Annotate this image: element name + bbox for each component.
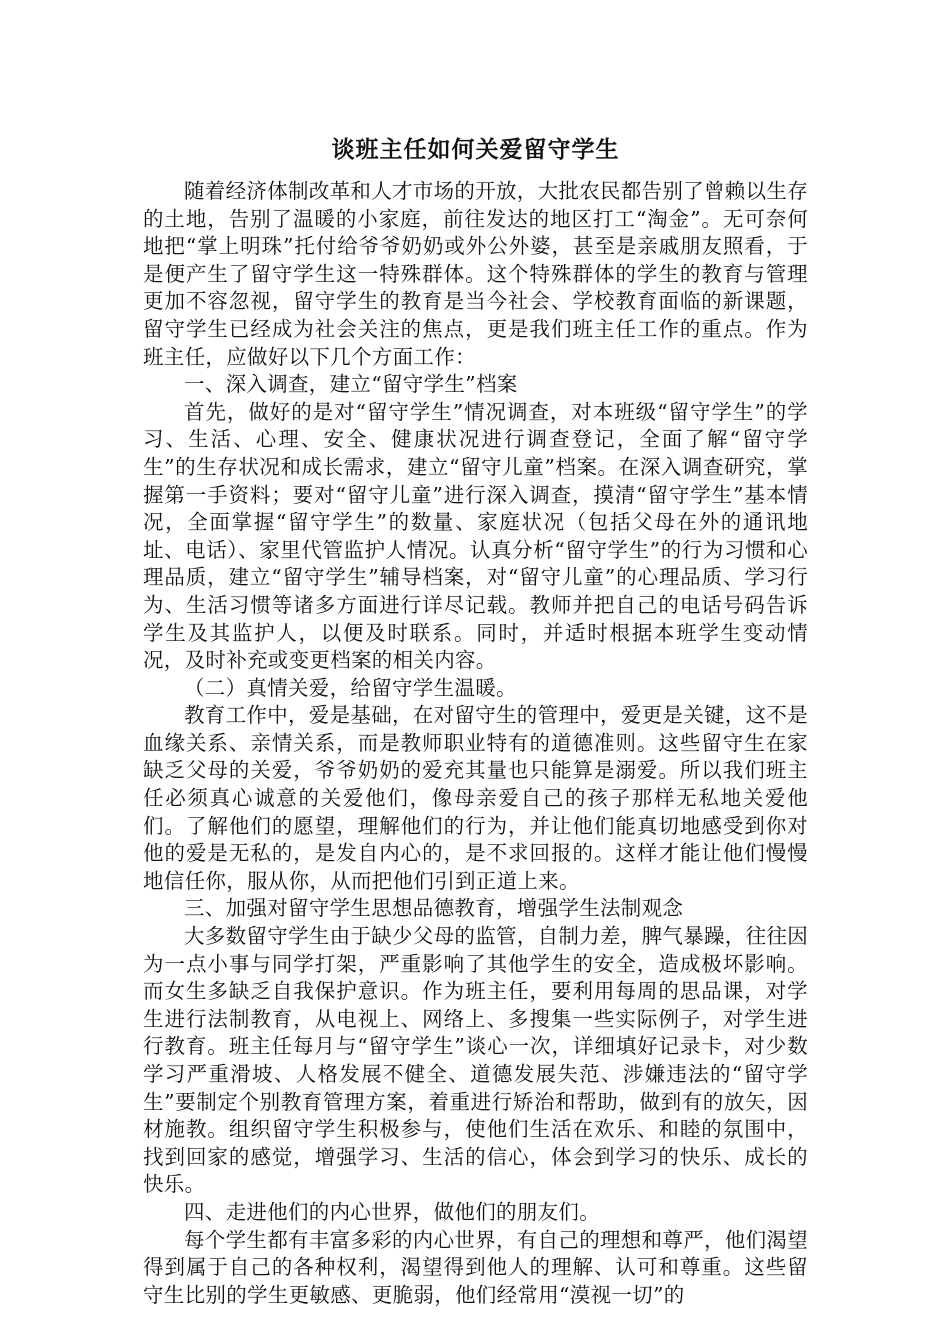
paragraph-section-1: 首先，做好的是对“留守学生”情况调查，对本班级“留守学生”的学习、生活、心理、安全、健康状况进行调查登记，全面了解“留守学生”的生存状况和成长需求，建立“留守儿童”档案。在深入调查研究，掌握第一手资料；要对“留守儿童”进行深入调查，摸清“留守学生”基本情况，全面掌握“留守学生”的数量、家庭状况（包括父母在外的通讯地址、电话）、家里代管监护人情况。认真分析“留守学生”的行为习惯和心理品质，建立“留守学生”辅导档案，对“留守儿童”的心理品质、学习行为、生活习惯等诸多方面进行详尽记载。教师并把自己的电话号码告诉学生及其监护人，以便及时联系。同时，并适时根据本班学生变动情况，及时补充或变更档案的相关内容。 xyxy=(143,399,808,673)
section-heading-1: 一、深入调查，建立“留守学生”档案 xyxy=(184,372,518,397)
paragraph-intro: 随着经济体制改革和人才市场的开放，大批农民都告别了曾赖以生存的土地，告别了温暖的小家庭，前往发达的地区打工“淘金”。无可奈何地把“掌上明珠”托付给爷爷奶奶或外公外婆，甚至是亲戚朋友照看，于是便产生了留守学生这一特殊群体。这个特殊群体的学生的教育与管理更加不容忽视，留守学生的教育是当今社会、学校教育面临的新课题，留守学生已经成为社会关注的焦点，更是我们班主任工作的重点。作为班主任，应做好以下几个方面工作： xyxy=(143,179,808,369)
section-heading-3: 三、加强对留守学生思想品德教育，增强学生法制观念 xyxy=(184,896,684,921)
document-title: 谈班主任如何关爱留守学生 xyxy=(331,137,620,163)
document-page xyxy=(143,130,808,1309)
paragraph-section-3: 大多数留守学生由于缺少父母的监管，自制力差，脾气暴躁，往往因为一点小事与同学打架，严重影响了其他学生的安全，造成极坏影响。而女生多缺乏自我保护意识。作为班主任，要利用每周的思品课，对学生进行法制教育，从电视上、网络上、多搜集一些实际例子，对学生进行教育。班主任每月与“留守学生”谈心一次，详细填好记录卡，对少数学习严重滑坡、人格发展不健全、道德发展失范、涉嫌违法的“留守学生”要制定个别教育管理方案，着重进行矫治和帮助，做到有的放矢，因材施教。组织留守学生积极参与，使他们生活在欢乐、和睦的氛围中，找到回家的感觉，增强学习、生活的信心，体会到学习的快乐、成长的快乐。 xyxy=(143,924,808,1197)
section-heading-2: （二）真情关爱，给留守学生温暖。 xyxy=(184,675,517,700)
paragraph-section-4: 每个学生都有丰富多彩的内心世界，有自己的理想和尊严，他们渴望得到属于自己的各种权利，渴望得到他人的理解、认可和尊重。这些留守生比别的学生更敏感、更脆弱，他们经常用“漠视一切”的 xyxy=(143,1227,808,1307)
section-heading-4: 四、走进他们的内心世界，做他们的朋友们。 xyxy=(184,1199,600,1224)
paragraph-section-2: 教育工作中，爱是基础，在对留守生的管理中，爱更是关键，这不是血缘关系、亲情关系，而是教师职业特有的道德准则。这些留守生在家缺乏父母的关爱，爷爷奶奶的爱充其量也只能算是溺爱。所以我们班主任必须真心诚意的关爱他们，像母亲爱自己的孩子那样无私地关爱他们。了解他们的愿望，理解他们的行为，并让他们能真切地感受到你对他的爱是无私的，是发自内心的，是不求回报的。这样才能让他们慢慢地信任你，服从你，从而把他们引到正道上来。 xyxy=(143,703,808,893)
